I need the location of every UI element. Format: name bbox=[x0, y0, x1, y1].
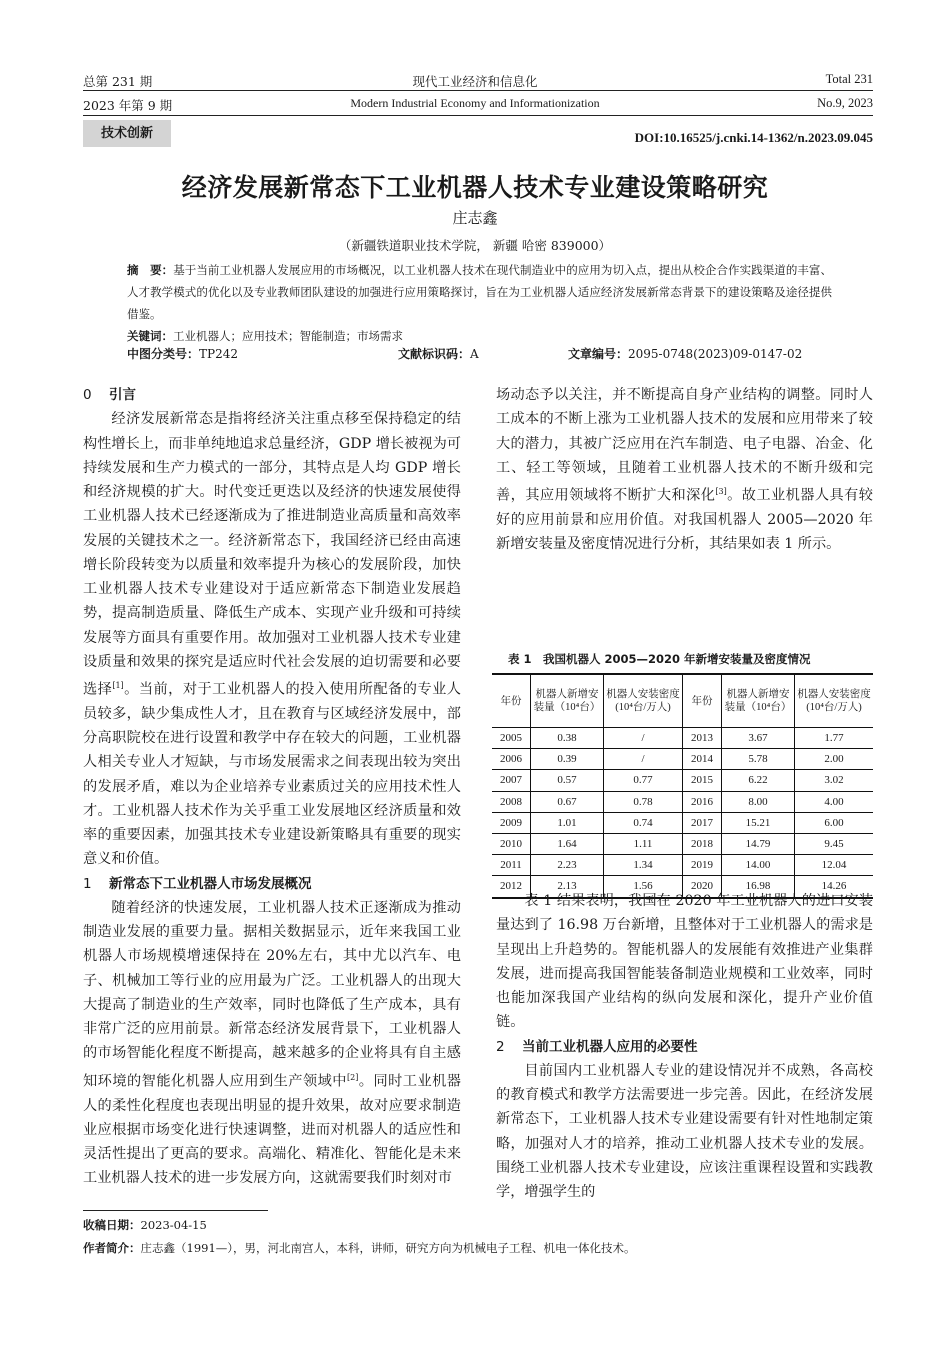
keywords bbox=[127, 325, 832, 347]
table-cell: 6.22 bbox=[722, 770, 795, 791]
table-cell: 4.00 bbox=[795, 791, 874, 812]
journal-title-cn: 现代工业经济和信息化 bbox=[412, 74, 538, 89]
table-cell: 2006 bbox=[492, 749, 531, 770]
issue-total: 总第 231 期 bbox=[83, 74, 153, 89]
table-cell: 0.38 bbox=[531, 728, 604, 749]
keywords-text: 工业机器人；应用技术；智能制造；市场需求 bbox=[173, 329, 403, 343]
table-cell: 2007 bbox=[492, 770, 531, 791]
header-rule-bottom bbox=[83, 115, 873, 116]
left-column bbox=[83, 383, 461, 1191]
received-date: 收稿日期：2023-04-15 bbox=[83, 1218, 207, 1232]
table-cell: 2018 bbox=[683, 833, 722, 854]
table-cell: / bbox=[604, 749, 683, 770]
citation: [2] bbox=[346, 1072, 359, 1082]
data-table bbox=[492, 673, 873, 899]
table-cell: 1.01 bbox=[531, 812, 604, 833]
table-header: 机器人新增安装量（10⁴台） bbox=[722, 674, 795, 728]
article-title: 经济发展新常态下工业机器人技术专业建设策略研究 bbox=[181, 173, 769, 202]
table-cell: 2010 bbox=[492, 833, 531, 854]
table-cell: 14.79 bbox=[722, 833, 795, 854]
table-row bbox=[492, 791, 873, 812]
table-cell: 3.67 bbox=[722, 728, 795, 749]
table-cell: 3.02 bbox=[795, 770, 874, 791]
affiliation: （新疆铁道职业技术学院， 新疆 哈密 839000） bbox=[338, 238, 612, 253]
table-cell: 1.34 bbox=[604, 855, 683, 876]
table-row bbox=[492, 749, 873, 770]
continued-text: 。故工业机器人具有较好的应用前景和应用价值。对我国机器人 2005—2020 年新增安装量及密度情况进行分析，其结果如表 1 所示。 bbox=[496, 487, 873, 553]
table-cell: 2005 bbox=[492, 728, 531, 749]
table-cell: 2013 bbox=[683, 728, 722, 749]
table-cell: 0.78 bbox=[604, 791, 683, 812]
abstract bbox=[127, 259, 832, 325]
table-cell: 2017 bbox=[683, 812, 722, 833]
table-cell: 0.57 bbox=[531, 770, 604, 791]
clc-number: 中图分类号：TP242 bbox=[127, 347, 238, 361]
table-caption: 表 1 我国机器人 2005—2020 年新增安装量及密度情况 bbox=[508, 652, 811, 666]
table-cell: 2.13 bbox=[531, 876, 604, 898]
table-cell: 14.26 bbox=[795, 876, 874, 898]
total-number: Total 231 bbox=[825, 72, 873, 86]
table-cell: 12.04 bbox=[795, 855, 874, 876]
citation: [3] bbox=[715, 487, 727, 496]
keywords-label: 关键词： bbox=[127, 329, 173, 343]
section-heading-2: 2 当前工业机器人应用的必要性 bbox=[496, 1038, 698, 1055]
table-cell: 0.77 bbox=[604, 770, 683, 791]
article-number: 文章编号：2095-0748(2023)09-0147-02 bbox=[568, 347, 803, 361]
table-cell: 14.00 bbox=[722, 855, 795, 876]
table-row bbox=[492, 812, 873, 833]
table-cell: 0.39 bbox=[531, 749, 604, 770]
table-cell: 1.64 bbox=[531, 833, 604, 854]
author-name: 庄志鑫 bbox=[452, 209, 498, 227]
footnote-rule bbox=[83, 1210, 268, 1211]
abstract-text: 基于当前工业机器人发展应用的市场概况，以工业机器人技术在现代制造业中的应用为切入点，提出从校企合作实践渠道的丰富、人才教学模式的优化以及专业教师团队建设的加强进行应用策略探讨，旨在为工业机器人适应经济发展新常态背景下的建设策略及途径提供借鉴。 bbox=[127, 263, 832, 321]
issue-number: 2023 年第 9 期 bbox=[83, 98, 173, 113]
continued-text: 场动态予以关注，并不断提高自身产业结构的调整。同时人工成本的不断上涨为工业机器人技术的发展和应用带来了较大的潜力，其被广泛应用在汽车制造、电子电器、冶金、化工、轻工等领域，且随着工业机器人技术的不断升级和完善，其应用领域将不断扩大和深化 bbox=[496, 387, 873, 504]
table-cell: 2016 bbox=[683, 791, 722, 812]
table-cell: 2.00 bbox=[795, 749, 874, 770]
table-cell: 6.00 bbox=[795, 812, 874, 833]
table-header: 年份 bbox=[683, 674, 722, 728]
column-tag: 技术创新 bbox=[83, 120, 171, 147]
right-column-top bbox=[496, 383, 873, 648]
table-cell: 2020 bbox=[683, 876, 722, 898]
table-header: 机器人安装密度(10⁴台/万人) bbox=[604, 674, 683, 728]
journal-title-en: Modern Industrial Economy and Informationization bbox=[350, 96, 600, 110]
paragraph-continued bbox=[496, 383, 873, 648]
volume-number: No.9, 2023 bbox=[817, 96, 873, 110]
abstract-block bbox=[127, 259, 832, 347]
table-cell: 16.98 bbox=[722, 876, 795, 898]
table-header: 机器人安装密度(10⁴台/万人) bbox=[795, 674, 874, 728]
section-heading-0: 0 引言 bbox=[83, 387, 136, 403]
citation: [1] bbox=[112, 681, 124, 690]
table-cell: 1.11 bbox=[604, 833, 683, 854]
table-row bbox=[492, 728, 873, 749]
table-cell: 8.00 bbox=[722, 791, 795, 812]
paragraph: 表 1 结果表明，我国在 2020 年工业机器人的进口安装量达到了 16.98 万台新增，且整体对于工业机器人的需求是呈现出上升趋势的。智能机器人的发展能有效推进产业集群发展，进而提高我国智能装备制造业规模和工业效率，同时也能加深我国产业结构的纵向发展和深化，提升产业价值链。 bbox=[496, 893, 873, 1031]
header-rule-top bbox=[83, 90, 873, 91]
right-column-bottom bbox=[496, 889, 873, 1204]
table-cell: 1.56 bbox=[604, 876, 683, 898]
table-row bbox=[492, 770, 873, 791]
table-row bbox=[492, 833, 873, 854]
table-cell: 5.78 bbox=[722, 749, 795, 770]
document-code: 文献标识码：A bbox=[398, 347, 479, 361]
table-cell: 2011 bbox=[492, 855, 531, 876]
table-cell: 0.67 bbox=[531, 791, 604, 812]
paragraph: 经济发展新常态是指将经济关注重点移至保持稳定的结构性增长上，而非单纯地追求总量经济，GDP 增长被视为可持续发展和生产力模式的一部分，其特点是人均 GDP 增长和经济规模的扩大。时代变迁更迭以及经济的快速发展使得工业机器人技术已经逐渐成为了推进制造业高质量和高效率发展的关键技术之一。经济新常态下，我国经济已经由高速增长阶段转变为以质量和效率提升为核心的发展阶段，加快工业机器人技术专业建设对于适应新常态下制造业发展趋势，提高制造质量、降低生产成本、实现产业升级和可持续发展等方面具有重要作用。故加强对工业机器人技术专业建设质量和效果的探究是适应时代社会发展的迫切需要和必要选择[1]。当前，对于工业机器人的投入使用所配备的专业人员较多，缺少集成性人才，且在教育与区域经济发展中，部分高职院校在进行设置和教学中存在较大的问题，工业机器人相关专业人才短缺，与市场发展需求之间表现出较为突出的发展矛盾，难以为企业培养专业素质过关的应用技术性人才。工业机器人技术作为关乎重工业发展地区经济质量和效率的重要因素，加强其技术专业建设新策略具有重要的现实意义和价值。 bbox=[83, 411, 461, 868]
table-header: 年份 bbox=[492, 674, 531, 728]
table-cell: 2015 bbox=[683, 770, 722, 791]
table-row bbox=[492, 855, 873, 876]
table-header-row bbox=[492, 674, 873, 728]
table-cell: 2014 bbox=[683, 749, 722, 770]
paragraph: 随着经济的快速发展，工业机器人技术正逐渐成为推动制造业发展的重要力量。据相关数据显示，近年来我国工业机器人市场规模增速保持在 20%左右，其中尤以汽车、电子、机械加工等行业的应用最为广泛。工业机器人的出现大大提高了制造业的生产效率，同时也降低了生产成本，具有非常广泛的应用前景。新常态经济发展背景下，工业机器人的市场智能化程度不断提高，越来越多的企业将具有自主感知环境的智能化机器人应用到生产领域中[2]。同时工业机器人的柔性化程度也表现出明显的提升效果，故对应要求制造业应根据市场变化进行快速调整，进而对机器人的适应性和灵活性提出了更高的要求。高端化、精准化、智能化是未来工业机器人技术的进一步发展方向，这就需要我们时刻对市 bbox=[83, 899, 461, 1187]
table-cell: 2012 bbox=[492, 876, 531, 898]
table-cell: 0.74 bbox=[604, 812, 683, 833]
table-cell: 2009 bbox=[492, 812, 531, 833]
section-heading-1: 1 新常态下工业机器人市场发展概况 bbox=[83, 875, 312, 892]
table-cell: 2.23 bbox=[531, 855, 604, 876]
table-cell: 15.21 bbox=[722, 812, 795, 833]
doi: DOI:10.16525/j.cnki.14-1362/n.2023.09.045 bbox=[634, 130, 873, 145]
paragraph: 目前国内工业机器人专业的建设情况并不成熟，各高校的教育模式和教学方法需要进一步完善。因此，在经济发展新常态下，工业机器人技术专业建设需要有针对性地制定策略，加强对人才的培养，推动工业机器人技术专业的发展。围绕工业机器人技术专业建设，应该注重课程设置和实践教学，增强学生的 bbox=[496, 1062, 873, 1200]
table-cell: 1.77 bbox=[795, 728, 874, 749]
abstract-label: 摘 要： bbox=[127, 263, 174, 277]
table-header: 机器人新增安装量（10⁴台） bbox=[531, 674, 604, 728]
author-bio: 作者简介：庄志鑫（1991—），男，河北南宫人，本科，讲师，研究方向为机械电子工程、机电一体化技术。 bbox=[83, 1241, 636, 1255]
table-cell: 2019 bbox=[683, 855, 722, 876]
table-cell: 2008 bbox=[492, 791, 531, 812]
table-cell: / bbox=[604, 728, 683, 749]
table-cell: 9.45 bbox=[795, 833, 874, 854]
